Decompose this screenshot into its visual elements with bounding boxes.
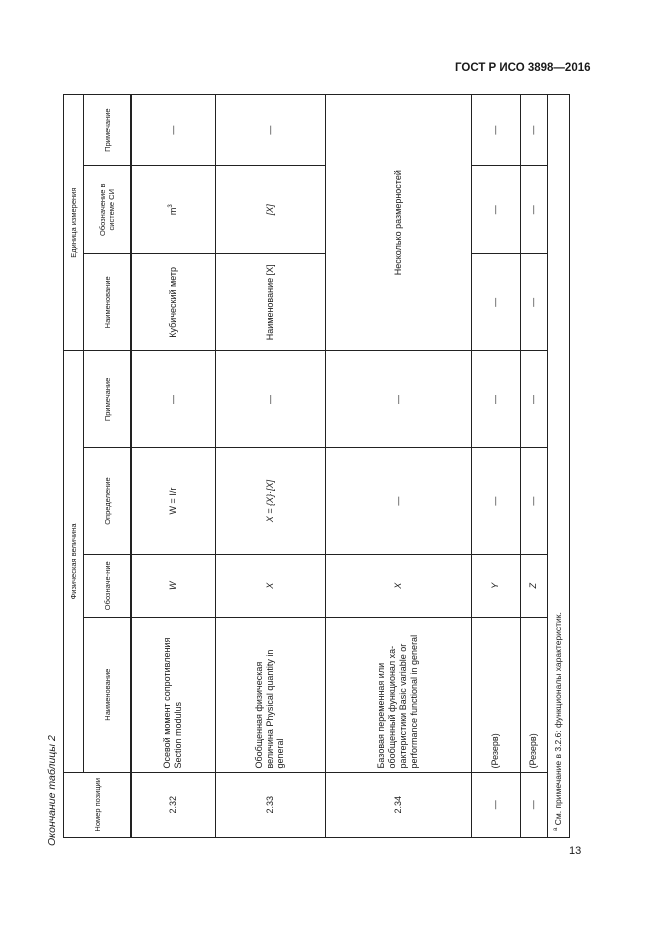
header-pq-name: Наименование bbox=[84, 617, 132, 772]
header-row-top bbox=[64, 95, 84, 838]
cell-symbol: X bbox=[325, 554, 471, 617]
cell-unit-name: Наименование [X] bbox=[215, 254, 325, 351]
cell-note: — bbox=[520, 351, 547, 448]
cell-definition: — bbox=[325, 448, 471, 554]
cell-number: — bbox=[520, 772, 547, 837]
header-pq-definition: Определение bbox=[84, 448, 132, 554]
cell-name: (Резерв) bbox=[471, 617, 520, 772]
cell-note: — bbox=[471, 351, 520, 448]
cell-definition: — bbox=[520, 448, 547, 554]
cell-unit-name: — bbox=[520, 254, 547, 351]
cell-unit-note: — bbox=[131, 95, 215, 166]
cell-name: Базовая переменная или обобщенный функционал ха-рактеристики Basic variable or performance functional in general bbox=[325, 617, 471, 772]
header-unit: Единица измерения bbox=[64, 95, 84, 351]
header-unit-si-symbol: Обозначение в системе СИ bbox=[84, 166, 132, 254]
cell-name: Обобщенная физическая величина Physical quantity in general bbox=[215, 617, 325, 772]
cell-number: 2.34 bbox=[325, 772, 471, 837]
cell-number: — bbox=[471, 772, 520, 837]
cell-symbol: X bbox=[215, 554, 325, 617]
header-pq-note: Примечание bbox=[84, 351, 132, 448]
cell-unit-note: — bbox=[215, 95, 325, 166]
header-pq-symbol: Обозначе-ние bbox=[84, 554, 132, 617]
cell-unit-si: — bbox=[520, 166, 547, 254]
header-physical-quantity: Физическая величина bbox=[64, 351, 84, 772]
cell-number: 2.33 bbox=[215, 772, 325, 837]
cell-unit-si: [X] bbox=[215, 166, 325, 254]
rotated-table-block bbox=[46, 94, 563, 846]
cell-unit-note: — bbox=[520, 95, 547, 166]
cell-unit-note: — bbox=[471, 95, 520, 166]
cell-name: (Резерв) bbox=[520, 617, 547, 772]
table-row bbox=[215, 95, 325, 838]
header-unit-name: Наименование bbox=[84, 254, 132, 351]
table-row bbox=[325, 95, 471, 838]
cell-name: Осевой момент сопротивления Section modulus bbox=[131, 617, 215, 772]
cell-unit-merged: Несколько размерностей bbox=[325, 95, 471, 351]
header-row-sub bbox=[84, 95, 132, 838]
table-row bbox=[471, 95, 520, 838]
cell-unit-si: — bbox=[471, 166, 520, 254]
cell-note: — bbox=[325, 351, 471, 448]
cell-symbol: Y bbox=[471, 554, 520, 617]
table-footnote: $^а$ См. примечание в 3.2.6: функционалы характеристик. bbox=[547, 95, 569, 838]
table-caption: Окончание таблицы 2 bbox=[46, 735, 58, 846]
quantities-table bbox=[63, 94, 570, 838]
cell-number: 2.32 bbox=[131, 772, 215, 837]
cell-unit-name: Кубический метр bbox=[131, 254, 215, 351]
page-number: 13 bbox=[569, 845, 582, 857]
cell-unit-si: $m^3$ bbox=[131, 166, 215, 254]
table-row bbox=[520, 95, 547, 838]
cell-note: — bbox=[215, 351, 325, 448]
cell-symbol: Z bbox=[520, 554, 547, 617]
cell-symbol: W bbox=[131, 554, 215, 617]
cell-unit-name: — bbox=[471, 254, 520, 351]
document-title: ГОСТ Р ИСО 3898—2016 bbox=[455, 62, 591, 74]
header-position-number: Номер позиции bbox=[64, 772, 132, 837]
cell-note: — bbox=[131, 351, 215, 448]
cell-definition: X = {X}·[X] bbox=[215, 448, 325, 554]
header-unit-note: Примечание bbox=[84, 95, 132, 166]
cell-definition: — bbox=[471, 448, 520, 554]
cell-definition: W = I/r bbox=[131, 448, 215, 554]
table-row bbox=[131, 95, 215, 838]
footnote-row bbox=[547, 95, 569, 838]
